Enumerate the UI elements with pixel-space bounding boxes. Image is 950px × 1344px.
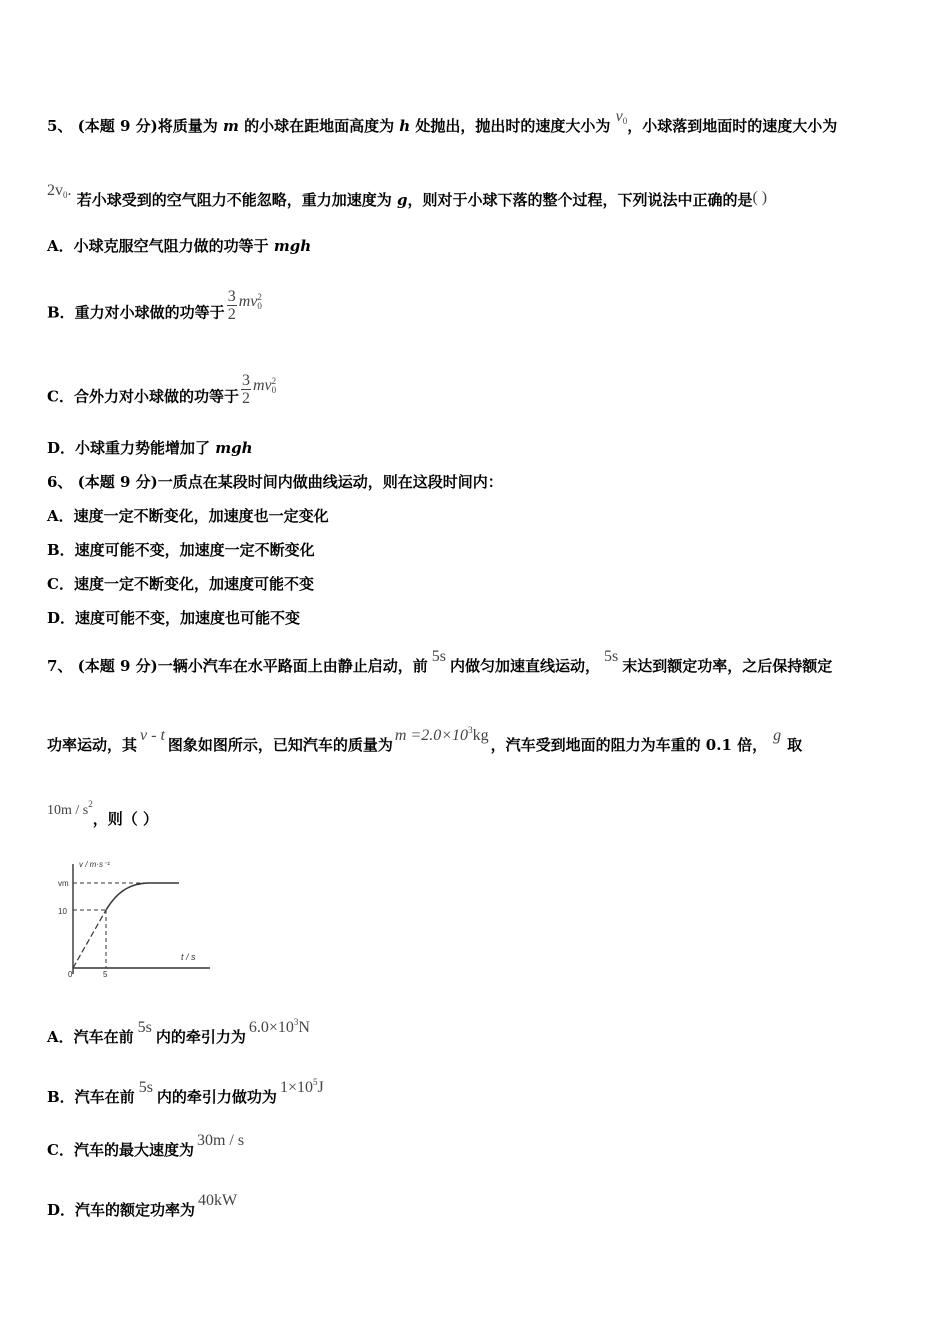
q7-time-5s: 5s: [431, 648, 446, 665]
q5-option-b-text: B．重力对小球做的功等于: [47, 303, 225, 322]
q5-stem-line1: [47, 108, 838, 141]
q5-option-a-value: mgh: [273, 237, 312, 255]
fraction-3-2: $\frac{3}{2}$: [227, 288, 236, 323]
tick-10-label: 10: [58, 907, 67, 916]
q5-option-d-text: D．小球重力势能增加了: [47, 439, 216, 457]
q7-option-a[interactable]: [47, 1017, 310, 1048]
q5-2v0: $2v_0$.: [47, 182, 72, 200]
q6-option-c[interactable]: C．速度一定不断变化，加速度可能不变: [47, 575, 314, 593]
q5-option-a[interactable]: [47, 236, 311, 256]
x-axis-label: t / s: [181, 952, 196, 962]
q5-option-c[interactable]: [47, 372, 277, 415]
q5-option-c-text: C．合外力对小球做的功等于: [47, 387, 239, 406]
q7-text: 内做匀加速直线运动，: [449, 657, 600, 675]
q5-mv0-squared: mv 2 0: [252, 375, 277, 395]
q7-option-c[interactable]: [47, 1132, 245, 1161]
q6-stem: 6、 (本题 9 分)一质点在某段时间内做曲线运动，则在这段时间内：: [47, 473, 503, 491]
q5-text: 5、 (本题 9 分)将质量为: [47, 117, 223, 135]
vt-graph: [55, 856, 215, 982]
q7-g-symbol: g: [773, 727, 782, 744]
q5-stem-line2: [47, 182, 768, 215]
q7-option-b-text: 内的牵引力做功为: [156, 1088, 277, 1106]
q7-time-5s: 5s: [604, 648, 619, 665]
q7-stem-line2: [47, 725, 803, 756]
q7-option-d-text: D．汽车的额定功率为: [47, 1201, 196, 1219]
fraction-3-2: $\frac{3}{2}$: [241, 372, 250, 407]
q7-option-d-value: 40kW: [198, 1192, 238, 1209]
q7-option-b-text: B．汽车在前: [47, 1088, 135, 1106]
q5-height-symbol: h: [399, 117, 411, 135]
tick-5-label: 5: [103, 970, 108, 979]
q7-vt: v - t: [140, 727, 165, 744]
q7-stem-line1: [47, 648, 833, 677]
q5-g-symbol: g: [396, 191, 408, 209]
q7-text: 功率运动，其: [47, 736, 138, 754]
q5-text: ，小球落到地面时的速度大小为: [627, 117, 838, 135]
q5-mv0-squared: mv 2 0: [238, 291, 262, 311]
q7-text: ，汽车受到地面的阻力为车重的 0.1 倍，: [490, 736, 768, 754]
q7-text: 末达到额定功率，之后保持额定: [622, 657, 833, 675]
q5-mass-symbol: m: [222, 117, 239, 135]
q7-option-a-text: 内的牵引力为: [155, 1028, 246, 1046]
q7-option-a-value: $6.0\times 10^3N$: [248, 1017, 310, 1036]
q7-option-b[interactable]: [47, 1077, 324, 1108]
q7-option-d[interactable]: [47, 1192, 238, 1221]
q7-text: ，则（ ）: [92, 810, 158, 828]
q7-time-5s: 5s: [137, 1019, 152, 1036]
q7-option-a-text: A．汽车在前: [47, 1028, 134, 1046]
q5-option-d-value: mgh: [215, 439, 253, 457]
power-curve: [106, 883, 179, 910]
q7-text: 图象如图所示，已知汽车的质量为: [167, 736, 393, 754]
vm-label: vm: [58, 879, 69, 888]
y-axis-label: v / m·s⁻¹: [79, 860, 110, 869]
q7-mass-value: $m =2.0\times 10^3kg$: [394, 725, 489, 744]
q5-answer-paren: ( ): [752, 189, 768, 206]
q7-g-value: $10m / s^2$: [47, 799, 93, 818]
q6-option-a[interactable]: A．速度一定不断变化，加速度也一定变化: [47, 507, 329, 525]
origin-label: 0: [68, 970, 73, 979]
accel-segment: [73, 910, 106, 968]
q5-v0: $v_0$: [615, 108, 628, 126]
q7-time-5s: 5s: [138, 1079, 153, 1096]
q5-text: 若小球受到的空气阻力不能忽略，重力加速度为: [71, 191, 397, 209]
q6-option-d[interactable]: D．速度可能不变，加速度也可能不变: [47, 609, 301, 627]
q6-option-b[interactable]: B．速度可能不变，加速度一定不断变化: [47, 541, 315, 559]
q5-option-b[interactable]: [47, 288, 262, 331]
q5-option-d[interactable]: [47, 438, 253, 458]
q7-option-c-text: C．汽车的最大速度为: [47, 1141, 194, 1159]
q5-text: 的小球在距地面高度为: [238, 117, 400, 135]
q5-text: ，则对于小球下落的整个过程，下列说法中正确的是: [407, 191, 753, 209]
q7-option-b-value: $1\times 10^5J$: [279, 1077, 324, 1096]
q7-text: 取: [787, 736, 803, 754]
q7-stem-line3: [47, 799, 158, 831]
q5-text: 处抛出，抛出时的速度大小为: [410, 117, 616, 135]
q7-text: 7、 (本题 9 分)一辆小汽车在水平路面上由静止启动，前: [47, 657, 428, 675]
q7-option-c-value: 30m / s: [196, 1132, 245, 1149]
q5-option-a-text: A．小球克服空气阻力做的功等于: [47, 237, 274, 255]
